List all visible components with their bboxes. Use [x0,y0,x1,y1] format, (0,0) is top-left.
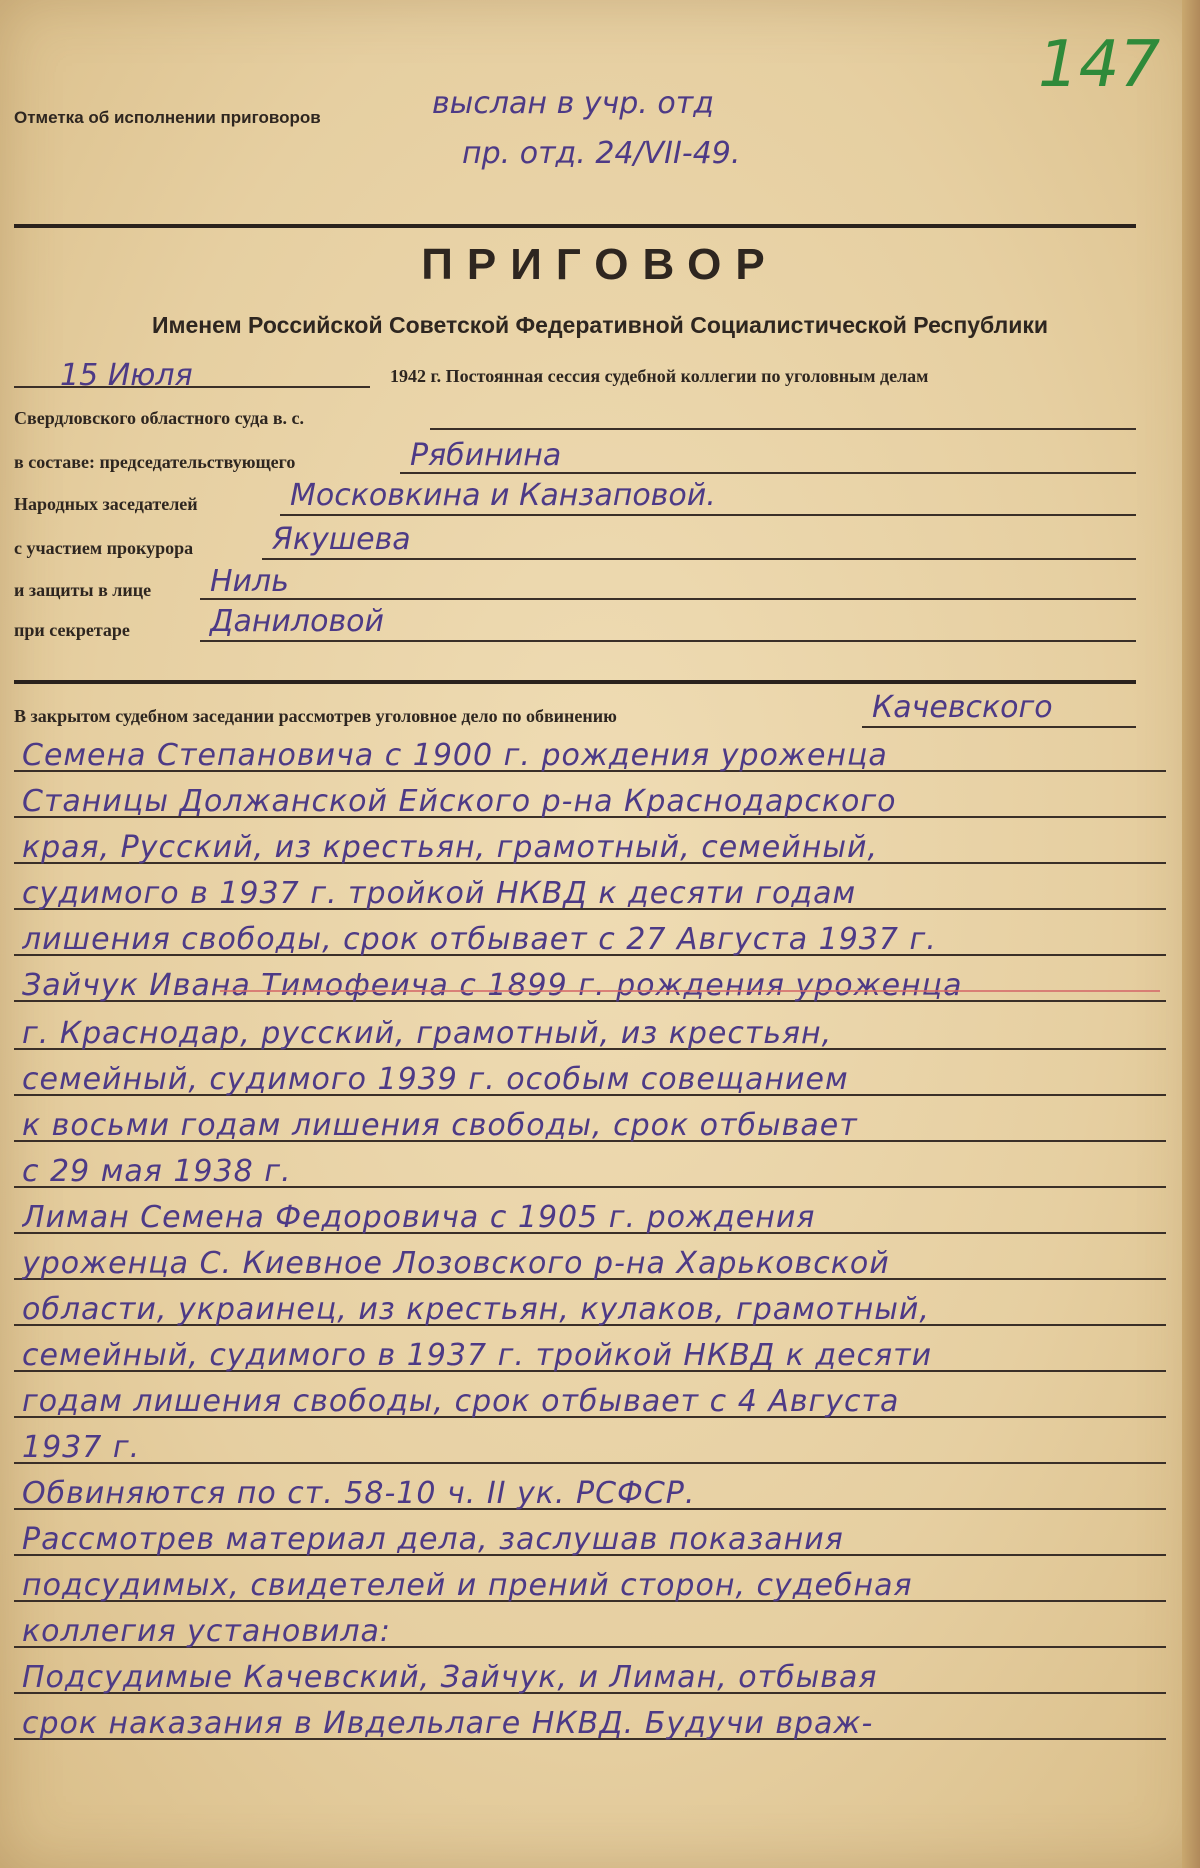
page-title: ПРИГОВОР [421,240,779,289]
body-line: к восьми годам лишения свободы, срок отбывает [22,1108,858,1143]
court-label: Свердловского областного суда в. с. [14,408,305,428]
body-line: 1937 г. [22,1430,141,1465]
body-line: Семена Степановича с 1900 г. рождения уроженца [22,738,888,773]
field-rule [400,472,1136,474]
field-rule [262,558,1136,560]
field-value: Якушева [272,522,411,557]
body-line: Станицы Должанской Ейского р-на Краснодарского [22,784,897,819]
execution-note-line1: выслан в учр. отд [432,86,714,121]
body-line: Обвиняются по ст. 58-10 ч. II ук. РСФСР. [22,1476,696,1511]
body-line: семейный, судимого в 1937 г. тройкой НКВД к десяти [22,1338,933,1373]
body-line: Лиман Семена Федоровича с 1905 г. рождения [22,1200,816,1235]
body-line: годам лишения свободы, срок отбывает с 4 Августа [22,1384,900,1419]
body-line: области, украинец, из крестьян, кулаков, грамотный, [22,1292,930,1327]
body-line: Зайчук Ивана Тимофеича с 1899 г. рождения уроженца [22,968,963,1003]
body-line: с 29 мая 1938 г. [22,1154,292,1189]
field-label: в составе: председательствующего [14,452,296,472]
body-line: семейный, судимого 1939 г. особым совещанием [22,1062,849,1097]
header-divider [14,224,1136,228]
court-rule [430,428,1136,430]
body-line: уроженца С. Киевное Лозовского р-на Харьковской [22,1246,890,1281]
field-label: Народных заседателей [14,494,198,514]
body-line: коллегия установила: [22,1614,392,1649]
body-line: края, Русский, из крестьян, грамотный, семейный, [22,830,879,865]
body-line: г. Краснодар, русский, грамотный, из крестьян, [22,1016,833,1051]
archive-number: 147 [1038,28,1161,102]
page-subtitle: Именем Российской Советской Федеративной Социалистической Республики [151,312,1049,338]
field-value: Московкина и Канзаповой. [290,478,716,513]
field-value: Ниль [210,564,289,599]
date-rule [14,386,370,388]
section-divider [14,680,1136,684]
body-line: подсудимых, свидетелей и прений сторон, судебная [22,1568,913,1603]
body-line: лишения свободы, срок отбывает с 27 Августа 1937 г. [22,922,937,957]
execution-mark-label: Отметка об исполнении приговоров [14,108,321,127]
execution-note-line2: пр. отд. 24/VII-49. [462,136,741,171]
red-pencil-underline [220,990,1160,992]
field-label: при секретаре [14,620,130,640]
date-handwritten: 15 Июля [60,358,193,393]
field-label: с участием прокурора [14,538,194,558]
case-intro: В закрытом судебном заседании рассмотрев уголовное дело по обвинению [14,706,617,726]
field-rule [200,640,1136,642]
field-value: Рябинина [410,438,562,473]
body-line: Рассмотрев материал дела, заслушав показания [22,1522,844,1557]
body-line: судимого в 1937 г. тройкой НКВД к десяти годам [22,876,857,911]
field-rule [280,514,1136,516]
year-session-line: 1942 г. Постоянная сессия судебной коллегии по уголовным делам [390,366,929,386]
field-label: и защиты в лице [14,580,152,600]
body-line: срок наказания в Ивдельлаге НКВД. Будучи враж- [22,1706,874,1741]
body-line: Подсудимые Качевский, Зайчук, и Лиман, отбывая [22,1660,878,1695]
case-intro-value: Качевского [872,690,1053,725]
field-rule [200,598,1136,600]
field-value: Даниловой [210,604,384,639]
